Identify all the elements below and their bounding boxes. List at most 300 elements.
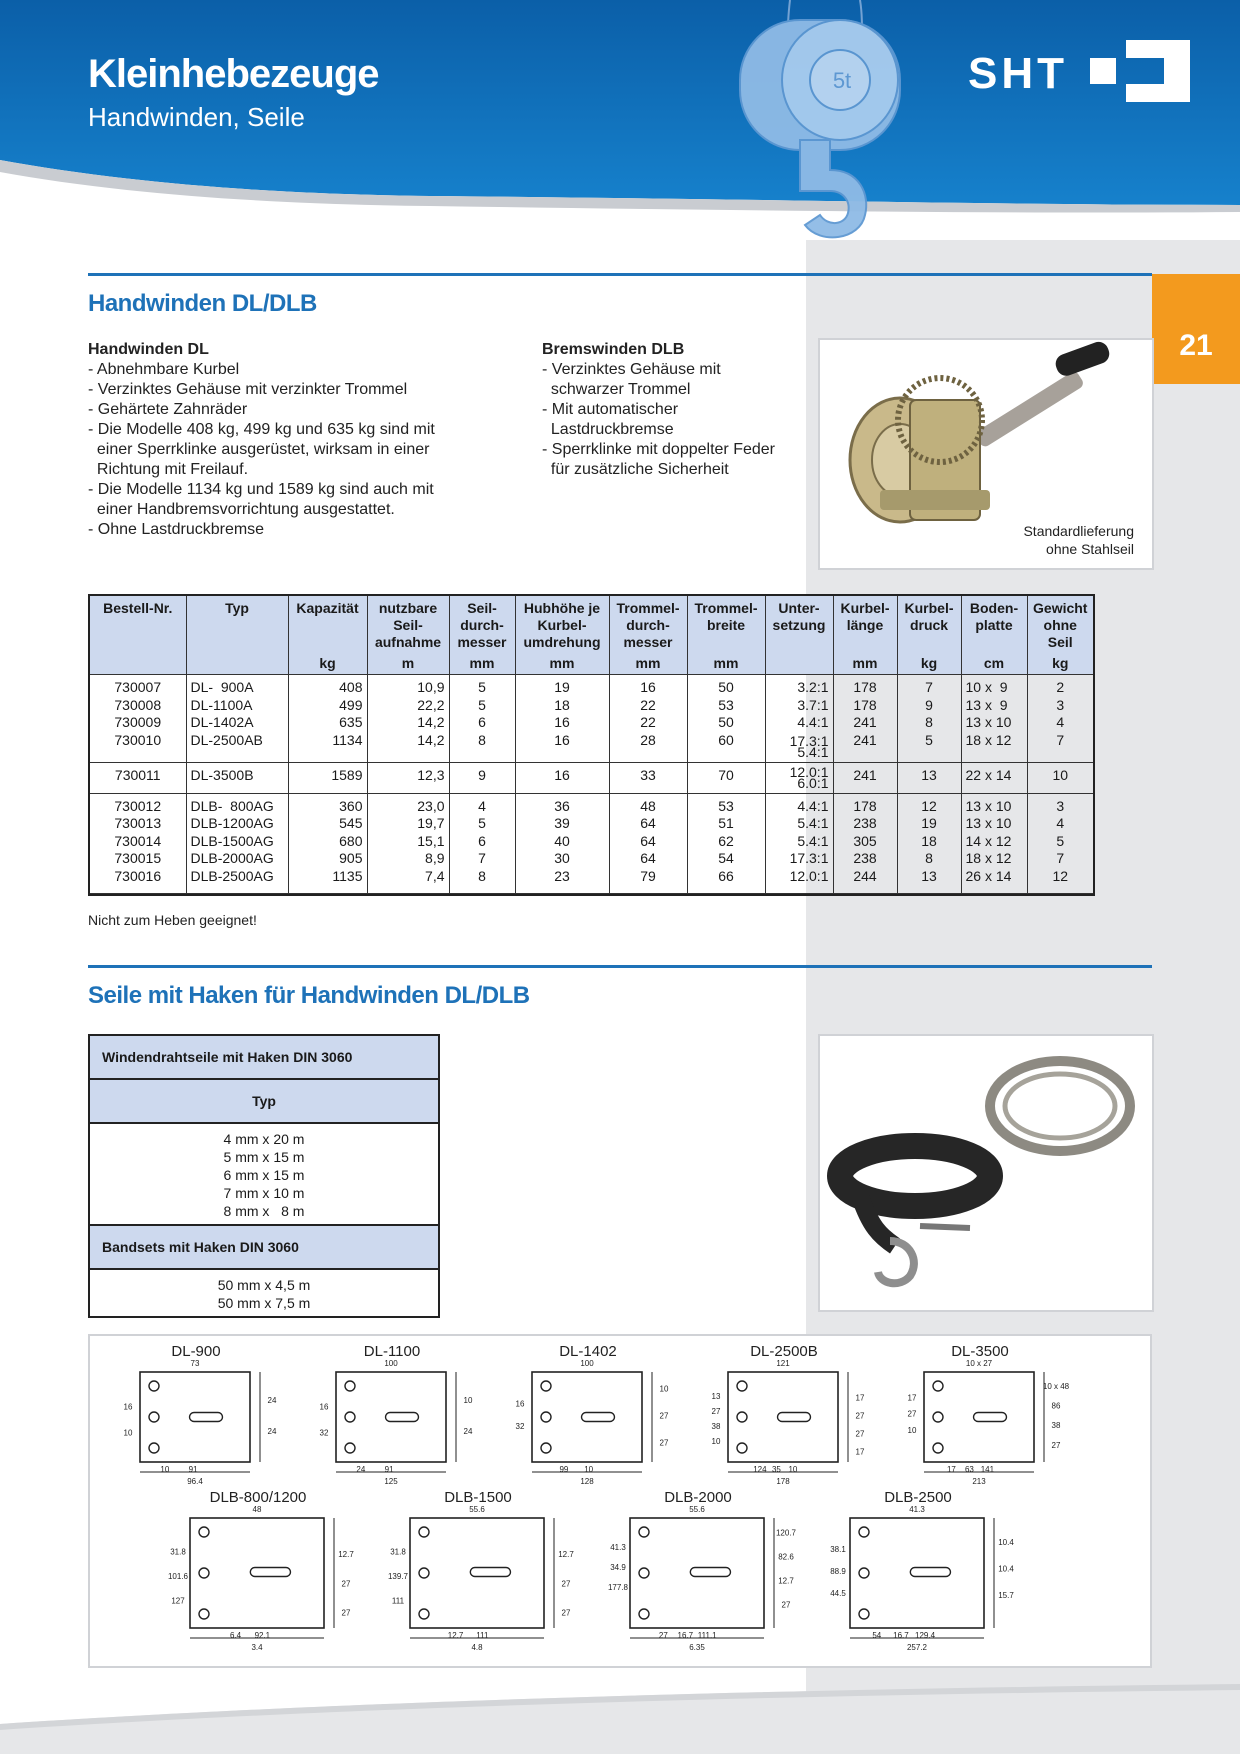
dl-title: Handwinden DL [88,341,209,358]
spec-cell: 241 [833,732,897,763]
dimension-text: 24 [267,1395,277,1405]
drawing-label: DL-900 [171,1343,221,1360]
dimension-text: 27 [781,1600,791,1610]
mounting-slot [250,1568,290,1577]
dimension-text: 35 [771,1465,781,1474]
mounting-slot [386,1413,419,1422]
spec-cell: 8 [897,714,961,732]
spec-cell: DL-1402A [186,714,288,732]
dl-line: - Die Modelle 408 kg, 499 kg und 635 kg sind mit [88,421,435,438]
spec-cell: 12 [1027,868,1093,894]
spec-cell: 1589 [288,762,367,793]
dimension-text: 24 [267,1426,277,1436]
spec-header-label: Hubhöhe je Kurbel- umdrehung [523,600,601,650]
spec-cell: 178 [833,697,897,715]
dimension-text: 10 x 27 [965,1359,993,1368]
spec-cell: 5 [1027,833,1093,851]
spec-cell: 18 x 12 [961,732,1027,763]
spec-cell: 238 [833,815,897,833]
spec-cell: 50 [687,675,765,697]
spec-row [90,762,1093,793]
dimension-text: 32 [319,1428,329,1438]
mounting-hole [199,1568,209,1578]
spec-row [90,793,1093,815]
band-table-title: Bandsets mit Haken DIN 3060 [89,1225,439,1269]
spec-header-label: Kapazität [296,600,359,616]
mounting-hole [419,1527,429,1537]
dlb-line: Lastdruckbremse [542,421,674,438]
sht-logo [968,40,1190,102]
spec-cell: 28 [609,732,687,763]
dl-line: - Ohne Lastdruckbremse [88,521,265,538]
spec-cell: 12,3 [367,762,449,793]
spec-row [90,697,1093,715]
dimension-text: 6.4 [229,1631,242,1640]
spec-cell: 12 [897,793,961,815]
mounting-slot [910,1568,950,1577]
drawing-label: DLB-2500 [884,1489,952,1506]
spec-cell: 14,2 [367,732,449,763]
dimension-text: 55.6 [469,1505,485,1514]
spec-header-unit: kg [1052,655,1069,671]
mounting-hole [933,1381,943,1391]
spec-cell: 905 [288,850,367,868]
dimension-text: 27 [711,1407,721,1416]
dimension-text: 213 [972,1477,986,1486]
dimension-text: 129.4 [915,1631,936,1640]
spec-row [90,714,1093,732]
mounting-hole [149,1412,159,1422]
mounting-hole [149,1381,159,1391]
page-title: Kleinhebezeuge [88,52,379,96]
mounting-hole [345,1412,355,1422]
spec-row [90,868,1093,894]
spec-header-cell [449,596,515,675]
spec-cell: 13 x 9 [961,697,1027,715]
spec-cell: 19 [515,675,609,697]
spec-cell: 360 [288,793,367,815]
mounting-hole [149,1443,159,1453]
dimension-text: 101.6 [167,1571,189,1581]
spec-header-cell [288,596,367,675]
dimension-text: 48 [252,1505,262,1514]
spec-header-cell [367,596,449,675]
winch-photo [818,338,1154,570]
dimension-text: 16.7 [677,1631,694,1640]
spec-cell: 2 [1027,675,1093,697]
spec-cell: 62 [687,833,765,851]
baseplate-outline [630,1518,764,1628]
section-rule-2 [88,965,1152,968]
spec-header-unit: kg [920,655,938,671]
dimension-text: 27 [341,1608,351,1618]
dimension-text: 13 [711,1392,721,1401]
dimension-text: 12.7 [338,1549,354,1559]
dlb-line: für zusätzliche Sicherheit [542,461,729,478]
spec-cell: 22,2 [367,697,449,715]
dimension-text: 257.2 [906,1643,928,1652]
dimension-text: 27 [561,1608,571,1618]
rope-image [820,1036,1152,1310]
mounting-hole [541,1381,551,1391]
spec-row [90,675,1093,697]
dimension-text: 91 [188,1465,198,1474]
spec-cell: 23,0 [367,793,449,815]
spec-cell: DLB- 800AG [186,793,288,815]
spec-cell: 18 [897,833,961,851]
dimension-text: 3.4 [251,1643,263,1652]
mounting-hole [859,1568,869,1578]
spec-cell: 9 [897,697,961,715]
logo-text: SHT [968,49,1068,98]
spec-cell: 730009 [114,714,162,730]
spec-cell: DL- 900A [186,675,288,697]
spec-table [90,596,1093,894]
spec-cell: 14,2 [367,714,449,732]
spec-cell: 10 x 9 [961,675,1027,697]
dimension-text: 139.7 [387,1571,409,1581]
dimension-text: 99 [559,1465,569,1474]
spec-cell: 5.4:1 [765,815,833,833]
dimension-text: 88.9 [830,1567,846,1576]
spec-header-unit: mm [852,655,878,671]
spec-cell: 7 [1027,732,1093,763]
dimension-text: 82.6 [778,1552,794,1562]
spec-cell: 3.7:1 [765,697,833,715]
dlb-title: Bremswinden DLB [542,341,685,358]
dimension-text: 10 [584,1465,594,1474]
dimension-text: 27 [341,1579,351,1589]
drawing-label: DL-1100 [363,1343,421,1360]
dimension-text: 41.3 [909,1505,925,1514]
spec-cell: 26 x 14 [961,868,1027,894]
dimension-text: 141 [980,1465,995,1474]
dimension-text: 32 [515,1422,525,1431]
dimension-text: 91 [384,1465,394,1474]
dimension-text: 41.3 [610,1543,626,1552]
dimension-text: 10 [463,1395,473,1405]
spec-cell: DL-1100A [186,697,288,715]
spec-cell: 79 [609,868,687,894]
dimension-text: 17 [946,1465,956,1474]
spec-cell: 730015 [114,850,162,866]
baseplate-outline [140,1372,250,1462]
spec-cell: 3 [1027,793,1093,815]
dlb-line: - Verzinktes Gehäuse mit [542,361,721,378]
spec-cell: 12.0:1 6.0:1 [765,762,833,793]
spec-cell: 730008 [114,696,162,713]
dimension-text: 27 [907,1409,917,1419]
caption-line: Standardlieferung [1023,523,1134,539]
spec-cell: 5 [449,697,515,715]
spec-cell: 6 [449,714,515,732]
dimension-text: 10 [711,1437,721,1446]
spec-cell: 53 [687,697,765,715]
dimension-text: 15.7 [998,1591,1014,1600]
rope-type: 4 mm x 20 m [223,1131,305,1147]
drawing-label: DL-1402 [559,1343,617,1360]
rope-photo [818,1034,1154,1312]
dimension-text: 54 [872,1631,882,1640]
spec-cell: 64 [609,833,687,851]
baseplate-outline [410,1518,544,1628]
mounting-hole [859,1609,869,1619]
band-type: 50 mm x 4,5 m [217,1277,311,1293]
spec-header-unit: m [401,655,415,671]
dl-line: einer Handbremsvorrichtung ausgestattet. [88,501,395,518]
mounting-hole [541,1443,551,1453]
dl-description [88,340,528,540]
mounting-slot [582,1413,615,1422]
spec-header-unit: mm [713,655,739,671]
dl-line: - Verzinktes Gehäuse mit verzinkter Trommel [88,381,408,398]
spec-cell: 3 [1027,697,1093,715]
spec-header-cell [897,596,961,675]
dimension-text: 86 [1051,1401,1061,1411]
spec-cell: 22 x 14 [961,762,1027,793]
spec-cell: 1134 [288,732,367,763]
dimension-text: 27 [659,1411,669,1421]
spec-row [90,850,1093,868]
rope-type: 7 mm x 10 m [223,1185,305,1201]
dimension-text: 27 [658,1631,668,1640]
dimension-text: 38 [711,1422,721,1431]
spec-cell: DLB-2000AG [186,850,288,868]
dimension-text: 10 x 48 [1042,1381,1070,1391]
spec-header-cell [515,596,609,675]
spec-cell: 13 x 10 [961,815,1027,833]
dimension-text: 120.7 [775,1528,797,1538]
spec-cell: 730014 [114,832,162,849]
dimension-text: 10 [160,1465,170,1474]
spec-header-cell [90,596,186,675]
dimension-text: 10 [907,1426,917,1436]
spec-cell: 64 [609,815,687,833]
dlb-line: - Sperrklinke mit doppelter Feder [542,441,775,458]
section-rule-1 [88,273,1152,276]
dimension-text: 27 [855,1411,865,1421]
mounting-hole [199,1609,209,1619]
spec-cell: 33 [609,762,687,793]
spec-cell: 1135 [288,868,367,894]
spec-cell: 13 [897,762,961,793]
drawing-label: DL-2500B [750,1343,818,1360]
mounting-slot [778,1413,811,1422]
dimension-text: 16 [123,1402,133,1412]
spec-header-cell [609,596,687,675]
spec-cell: 238 [833,850,897,868]
dimension-text: 24 [356,1465,366,1474]
spec-cell: 8 [449,732,515,763]
band-type-list [89,1269,439,1317]
spec-cell: DL-3500B [186,762,288,793]
dimension-text: 12.7 [778,1576,794,1586]
mounting-hole [345,1443,355,1453]
baseplate-outline [728,1372,838,1462]
spec-header-label: Unter- setzung [772,600,826,633]
dimension-text: 125 [384,1477,398,1486]
spec-cell: DLB-1500AG [186,833,288,851]
mounting-slot [190,1413,223,1422]
dimension-text: 100 [384,1359,398,1368]
spec-cell: 178 [833,793,897,815]
dimension-text: 10 [659,1384,669,1394]
drawing-label: DLB-800/1200 [209,1489,307,1506]
spec-header-label: Kurbel- druck [904,600,954,633]
mounting-hole [737,1381,747,1391]
spec-cell: 730016 [90,868,186,894]
spec-cell: 13 x 10 [961,714,1027,732]
dimension-text: 100 [580,1359,594,1368]
spec-cell: 16 [515,732,609,763]
dimension-text: 27 [561,1579,571,1589]
dimension-text: 6.35 [689,1643,705,1652]
mounting-hole [541,1412,551,1422]
dimension-text: 178 [776,1477,790,1486]
dimension-text: 31.8 [170,1547,186,1557]
baseplate-outline [850,1518,984,1628]
page-subtitle: Handwinden, Seile [88,102,305,132]
spec-header-label: Gewicht ohne Seil [1033,600,1088,650]
spec-cell: 7,4 [367,868,449,894]
dimension-drawings-panel [88,1334,1152,1668]
dimension-text: 24 [463,1426,473,1436]
spec-cell: 730010 [90,732,186,763]
baseplate-outline [190,1518,324,1628]
spec-cell: 16 [609,675,687,697]
dimension-text: 12.7 [558,1549,574,1559]
mounting-slot [470,1568,510,1577]
dimension-text: 27 [659,1438,669,1448]
spec-header-unit: kg [319,655,336,671]
spec-cell: 241 [833,714,897,732]
dlb-line: - Mit automatischer [542,401,679,418]
spec-header-cell [687,596,765,675]
spec-cell: 9 [449,762,515,793]
spec-row [90,732,1093,763]
spec-cell: 18 [515,697,609,715]
spec-row [90,833,1093,851]
dimension-text: 17 [855,1447,865,1457]
dimension-text: 111 [476,1631,489,1640]
dimension-text: 17 [907,1393,917,1403]
spec-cell: 730012 [114,797,162,814]
spec-cell: 5 [449,815,515,833]
dimension-text: 34.9 [610,1563,626,1572]
spec-table-frame [88,594,1095,896]
spec-cell: 730013 [114,815,162,831]
drawing-label: DL-3500 [951,1343,1009,1360]
spec-header-label: Trommel- durch- messer [616,600,680,650]
spec-cell: 10,9 [367,675,449,697]
spec-cell: 8,9 [367,850,449,868]
mounting-hole [419,1609,429,1619]
dimension-text: 16 [515,1399,525,1409]
spec-cell: 39 [515,815,609,833]
not-for-lifting-note: Nicht zum Heben geeignet! [88,912,257,928]
dimension-text: 4.8 [471,1643,483,1652]
spec-cell: 16 [515,714,609,732]
spec-header-cell [961,596,1027,675]
rope-type: 8 mm x 8 m [223,1203,305,1219]
spec-cell: 241 [833,762,897,793]
rope-type-header: Typ [89,1079,439,1123]
rope-type: 5 mm x 15 m [223,1149,305,1165]
spec-cell: 3.2:1 [765,675,833,697]
dl-line: Richtung mit Freilauf. [88,461,249,478]
rope-type: 6 mm x 15 m [223,1167,305,1183]
rope-type-list [89,1123,439,1225]
dimension-text: 63 [964,1465,974,1474]
dimension-text: 44.5 [830,1589,846,1598]
spec-cell: DL-2500AB [186,732,288,763]
rope-table [88,1034,440,1318]
spec-header-cell [1027,596,1093,675]
caption-line: ohne Stahlseil [1046,541,1134,557]
dimension-text: 96.4 [187,1477,203,1486]
dimension-text: 92.1 [254,1631,271,1640]
spec-cell: 40 [515,833,609,851]
spec-cell: 8 [449,868,515,894]
spec-cell: 6 [449,833,515,851]
spec-cell: 4.4:1 [765,793,833,815]
spec-cell: 17.3:1 5.4:1 [765,732,833,763]
spec-cell: 36 [515,793,609,815]
photo-caption [1023,522,1134,558]
dimension-text: 124 [753,1465,767,1474]
dimension-text: 17 [855,1393,865,1403]
spec-cell: 50 [687,714,765,732]
dimension-text: 16 [319,1402,329,1412]
spec-cell: 730011 [90,762,186,793]
spec-cell: 178 [833,675,897,697]
dimension-text: 27 [855,1429,865,1439]
dimension-text: 38 [1051,1421,1061,1431]
spec-cell: 51 [687,815,765,833]
mounting-hole [933,1412,943,1422]
band-type: 50 mm x 7,5 m [217,1295,311,1311]
dimension-text: 12.7 [447,1631,464,1640]
baseplate-outline [924,1372,1034,1462]
drawing-label: DLB-1500 [444,1489,512,1506]
mounting-hole [639,1527,649,1537]
spec-cell: 48 [609,793,687,815]
dlb-line: schwarzer Trommel [542,381,691,398]
rope-table-title: Windendrahtseile mit Haken DIN 3060 [89,1035,439,1079]
dimension-text: 10 [123,1428,133,1438]
spec-header-cell [186,596,288,675]
page-number: 21 [1179,329,1213,362]
mounting-hole [859,1527,869,1537]
spec-cell: 19 [897,815,961,833]
mounting-hole [737,1443,747,1453]
spec-cell: 5 [897,732,961,763]
spec-header-label: nutzbare Seil- aufnahme [374,600,442,650]
section-heading-ropes: Seile mit Haken für Handwinden DL/DLB [88,982,530,1009]
section-heading-winches: Handwinden DL/DLB [88,290,317,317]
baseplate-outline [336,1372,446,1462]
spec-header-unit: cm [983,655,1005,671]
spec-cell: 499 [288,697,367,715]
spec-cell: 680 [288,833,367,851]
spec-cell: 10 [1027,762,1093,793]
spec-cell: 22 [609,714,687,732]
spec-cell: 4 [1027,714,1093,732]
spec-cell: 15,1 [367,833,449,851]
dimension-text: 10 [788,1465,798,1474]
spec-header-unit: mm [635,655,661,671]
spec-header-label: Trommel- breite [694,600,758,633]
